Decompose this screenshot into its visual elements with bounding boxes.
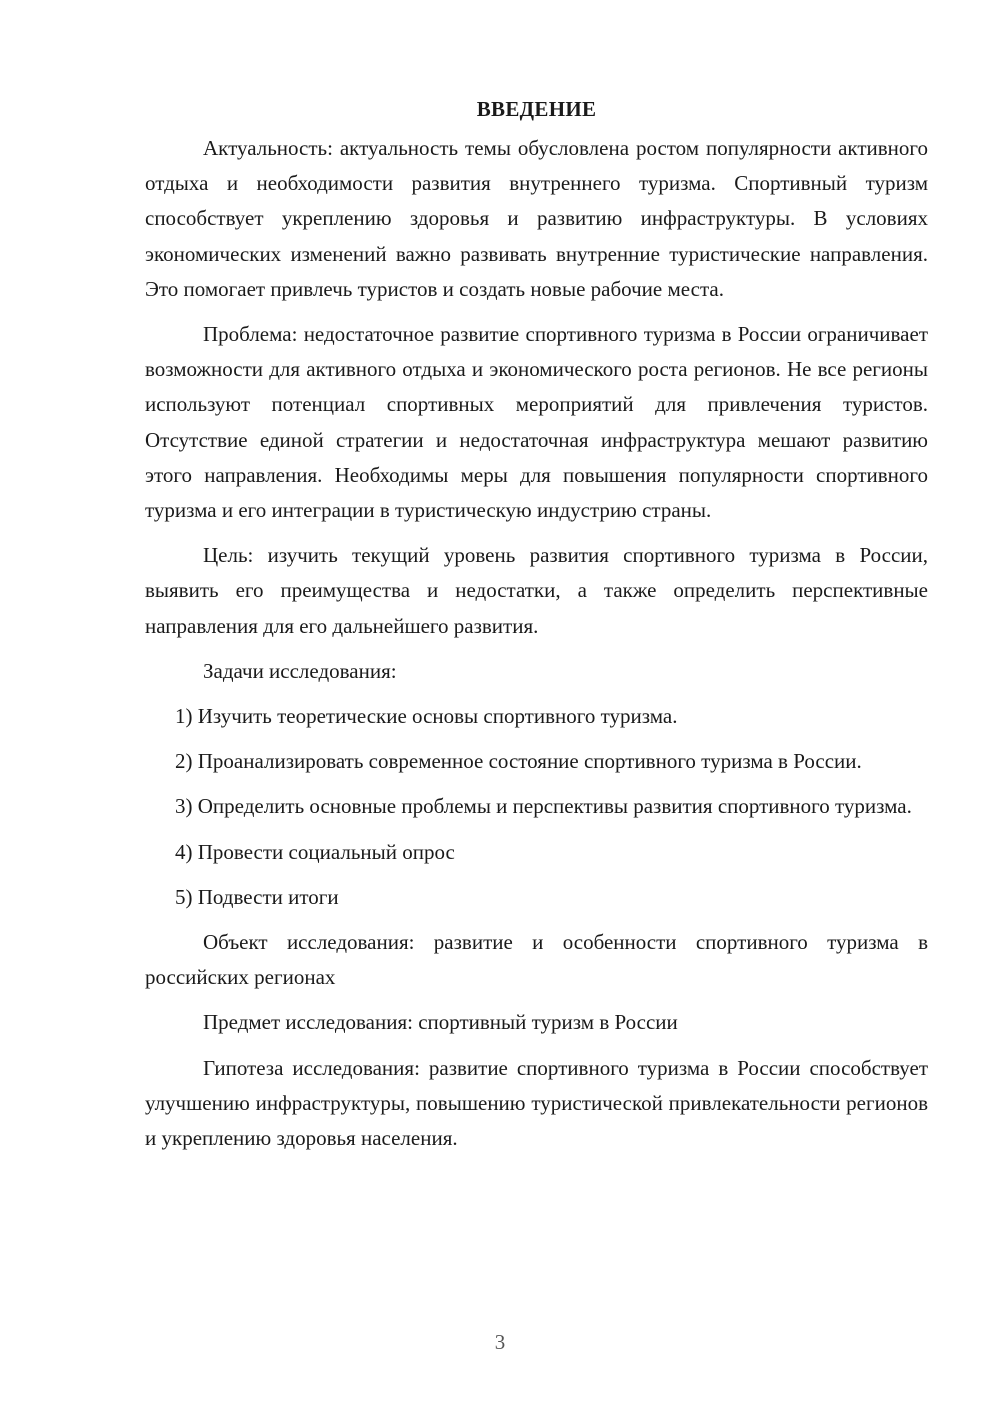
- task-item-2: 2) Проанализировать современное состояние спортивного туризма в России.: [175, 749, 862, 774]
- paragraph-relevance: Актуальность: актуальность темы обусловлена ростом популярности активного отдыха и необходимости развития внутреннего туризма. Спортивный туризм способствует укреплению здоровья и развитию инфраструктуры. В условиях экономических изменений важно развивать внутренние туристические направления. Это помогает привлечь туристов и создать новые рабочие места.: [145, 136, 928, 301]
- paragraph-object: Объект исследования: развитие и особенности спортивного туризма в российских регионах: [145, 930, 928, 990]
- tasks-heading: Задачи исследования:: [203, 658, 397, 683]
- section-title: ВВЕДЕНИЕ: [476, 97, 597, 121]
- paragraph-hypothesis: Гипотеза исследования: развитие спортивного туризма в России способствует улучшению инфраструктуры, повышению туристической привлекательности регионов и укреплению здоровья населения.: [145, 1055, 928, 1151]
- paragraph-goal: Цель: изучить текущий уровень развития спортивного туризма в России, выявить его преимущества и недостатки, а также определить перспективные направления для его дальнейшего развития.: [145, 543, 928, 638]
- document-page: [145, 92, 928, 1166]
- task-item-5: 5) Подвести итоги: [175, 884, 339, 909]
- task-item-1: 1) Изучить теоретические основы спортивного туризма.: [175, 704, 678, 729]
- task-item-4: 4) Провести социальный опрос: [175, 839, 455, 864]
- page-number: 3: [494, 1330, 506, 1354]
- paragraph-subject: Предмет исследования: спортивный туризм в России: [203, 1010, 678, 1035]
- task-item-3: 3) Определить основные проблемы и перспективы развития спортивного туризма.: [175, 794, 912, 819]
- paragraph-problem: Проблема: недостаточное развитие спортивного туризма в России ограничивает возможности для активного отдыха и экономического роста регионов. Не все регионы используют потенциал спортивных мероприятий для привлечения туристов. Отсутствие единой стратегии и недостаточная инфраструктура мешают развитию этого направления. Необходимы меры для повышения популярности спортивного туризма и его интеграции в туристическую индустрию страны.: [145, 322, 928, 523]
